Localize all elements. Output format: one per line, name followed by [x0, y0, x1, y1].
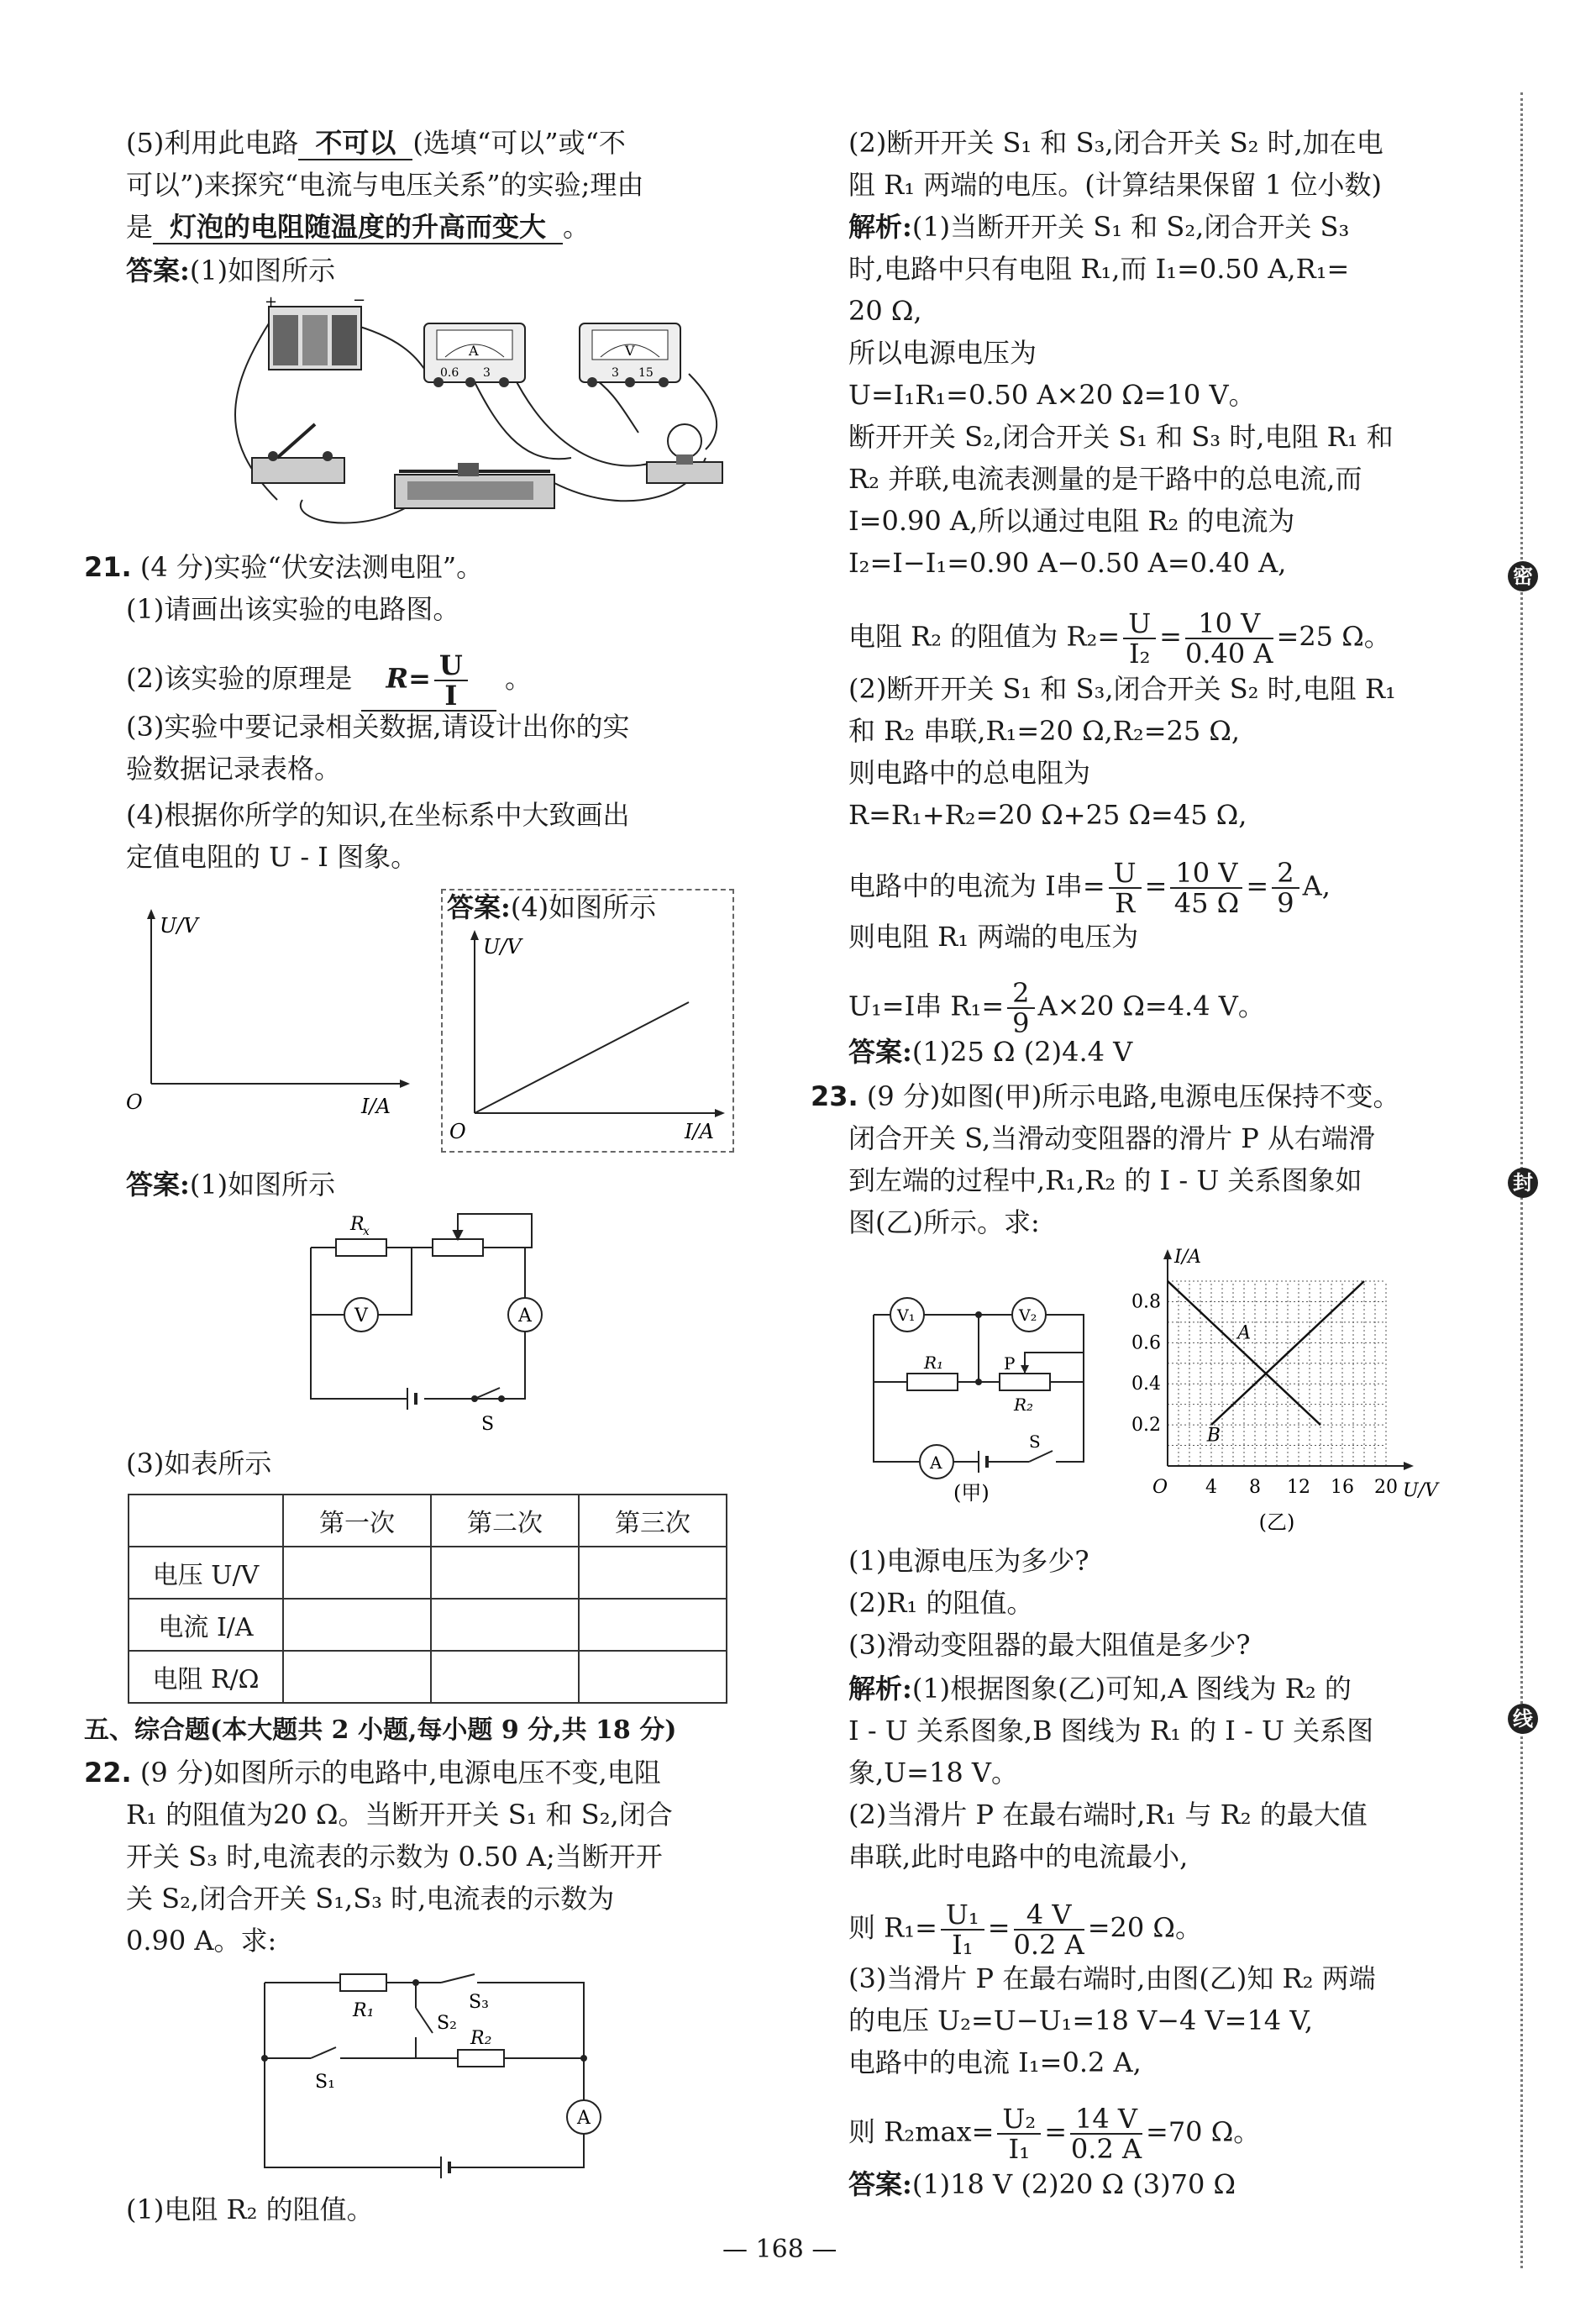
q23-part2: (2)R₁ 的阻值。 [848, 1587, 1034, 1619]
series-line-B [1211, 1281, 1364, 1425]
svg-text:15: 15 [638, 366, 654, 380]
svg-text:3: 3 [612, 366, 619, 380]
q23-line3: 到左端的过程中,R₁,R₂ 的 I - U 关系图象如 [848, 1164, 1362, 1196]
x-tick-label: 16 [1331, 1477, 1354, 1498]
seal-mi: 密 [1508, 561, 1538, 591]
svg-text:V₂: V₂ [1019, 1306, 1037, 1325]
q23-answer: 答案:(1)18 V (2)20 Ω (3)70 Ω [848, 2168, 1236, 2200]
q22-line3: 开关 S₃ 时,电流表的示数为 0.50 A;当断开开 [126, 1841, 663, 1873]
q21-answer3: (3)如表所示 [126, 1447, 272, 1479]
q22-solution-u1: U₁=I串 R₁= $\frac{2}{9}$ A×20 Ω=4.4 V。 [848, 977, 1265, 1039]
q22-line5: 0.90 A。求: [126, 1925, 277, 1957]
svg-text:S₂: S₂ [437, 2013, 457, 2034]
q22-solution-line8: I=0.90 A,所以通过电阻 R₂ 的电流为 [848, 505, 1295, 537]
q22-solution-line12: 和 R₂ 串联,R₁=20 Ω,R₂=25 Ω, [848, 715, 1241, 747]
q22-solution-line1: 解析:(1)当断开开关 S₁ 和 S₂,闭合开关 S₃ [848, 211, 1350, 243]
q21-part3-a: (3)实验中要记录相关数据,请设计出你的实 [126, 711, 630, 743]
q20-line1: (5)利用此电路 不可以 (选填“可以”或“不 [126, 127, 626, 159]
svg-text:S: S [481, 1414, 495, 1435]
battery-pack [265, 292, 365, 370]
y-tick-label: 0.8 [1131, 1291, 1161, 1313]
x-tick-label: 8 [1249, 1477, 1261, 1498]
ammeter-device [424, 323, 525, 387]
q22-solution-line6: 断开开关 S₂,闭合开关 S₁ 和 S₃ 时,电阻 R₁ 和 [848, 421, 1394, 453]
table-row: 电阻 R/Ω [129, 1651, 727, 1703]
q21-part4-b: 定值电阻的 U - I 图象。 [126, 841, 418, 873]
series-label-B: B [1206, 1425, 1221, 1447]
table-row: 电压 U/V [129, 1547, 727, 1599]
q22-solution-line16: 则电阻 R₁ 两端的电压为 [848, 921, 1139, 953]
origin-label: O [1152, 1477, 1168, 1498]
svg-text:R₁: R₁ [924, 1353, 944, 1373]
q22-part2-b: 阻 R₁ 两端的电压。(计算结果保留 1 位小数) [848, 169, 1382, 201]
table-header-row: 第一次 第二次 第三次 [129, 1495, 727, 1547]
blank-answer-2: 灯泡的电阻随温度的升高而变大 [153, 211, 563, 244]
circuit-q21 [307, 1210, 559, 1437]
circuit-q22 [260, 1970, 596, 2180]
seal-xian: 线 [1508, 1704, 1538, 1734]
q22-solution-line3: 20 Ω, [848, 295, 922, 327]
apparatus-illustration [218, 290, 739, 542]
ui-line [475, 1002, 689, 1113]
svg-text:P: P [1004, 1353, 1016, 1374]
svg-text:V₁: V₁ [897, 1306, 916, 1325]
y-axis-arrow [1163, 1249, 1172, 1259]
ui-graph-answer [445, 928, 731, 1147]
svg-text:x: x [363, 1225, 370, 1238]
rheostat [395, 463, 554, 508]
lamp [647, 424, 722, 483]
svg-text:A: A [518, 1305, 532, 1326]
q22-line1: 22. (9 分)如图所示的电路中,电源电压不变,电阻 [84, 1757, 661, 1789]
q22-line4: 关 S₂,闭合开关 S₁,S₃ 时,电流表的示数为 [126, 1883, 615, 1915]
svg-text:A: A [930, 1453, 942, 1473]
page-number: — 168 — [722, 2235, 837, 2264]
x-axis-arrow [1404, 1462, 1414, 1470]
x-axis-label: U/V [1403, 1480, 1438, 1501]
q23-solution-line9: 电路中的电流 I₁=0.2 A, [848, 2046, 1142, 2078]
q21-part2: (2)该实验的原理是 R= $\frac{U}{I}$ 。 [126, 649, 533, 712]
q20-answer: 答案:(1)如图所示 [126, 255, 336, 286]
series-label-A: A [1237, 1322, 1252, 1344]
svg-text:A: A [577, 2108, 591, 2129]
q21-part4-a: (4)根据你所学的知识,在坐标系中大致画出 [126, 799, 630, 831]
series-line-A [1168, 1281, 1320, 1425]
svg-text:−: − [353, 292, 366, 309]
q23-solution-line5: 串联,此时电路中的电流最小, [848, 1841, 1189, 1873]
q22-solution-current: 电路中的电流为 I串= $\frac{U}{R}$ = $\frac{10 V}{45 \Omega}$ = $\frac{2}{9}$ A, [848, 857, 1331, 919]
x-tick-label: 4 [1205, 1477, 1217, 1498]
q22-solution-line9: I₂=I−I₁=0.90 A−0.50 A=0.40 A, [848, 547, 1287, 579]
q23-line1: 23. (9 分)如图(甲)所示电路,电源电压保持不变。 [811, 1080, 1400, 1112]
section-5-heading: 五、综合题(本大题共 2 小题,每小题 9 分,共 18 分) [84, 1715, 677, 1745]
q22-solution-line4: 所以电源电压为 [848, 337, 1037, 369]
blank-answer-1: 不可以 [298, 127, 412, 160]
q23-part3: (3)滑动变阻器的最大阻值是多少? [848, 1629, 1251, 1661]
q22-part2-a: (2)断开开关 S₁ 和 S₃,闭合开关 S₂ 时,加在电 [848, 127, 1383, 159]
y-axis-label: I/A [1174, 1247, 1201, 1268]
q20-line3: 是 灯泡的电阻随温度的升高而变大 。 [126, 211, 591, 243]
q22-line2: R₁ 的阻值为20 Ω。当断开开关 S₁ 和 S₂,闭合 [126, 1799, 673, 1831]
seal-feng: 封 [1508, 1168, 1538, 1198]
q22-solution-line11: (2)断开开关 S₁ 和 S₃,闭合开关 S₂ 时,电阻 R₁ [848, 673, 1396, 705]
q22-solution-line2: 时,电路中只有电阻 R₁,而 I₁=0.50 A,R₁= [848, 253, 1350, 285]
q23-line2: 闭合开关 S,当滑动变阻器的滑片 P 从右端滑 [848, 1122, 1376, 1154]
svg-text:R: R [350, 1214, 365, 1235]
svg-text:I/A: I/A [361, 1095, 391, 1118]
q22-solution-r2: 电阻 R₂ 的阻值为 R₂= $\frac{U}{\text{I₂}}$ = $\frac{10 V}{0.40 A}$ =25 Ω。 [848, 607, 1391, 670]
table-row: 电流 I/A [129, 1599, 727, 1651]
q21-answer4: 答案:(4)如图所示 [447, 891, 657, 923]
iu-chart [1121, 1247, 1449, 1534]
svg-text:U/V: U/V [160, 914, 198, 938]
q23-solution-line3: 象,U=18 V。 [848, 1757, 1018, 1789]
svg-text:V: V [354, 1305, 368, 1326]
y-tick-label: 0.4 [1131, 1374, 1161, 1395]
q23-solution-r1: 则 R₁= $\frac{\text{U₁}}{\text{I₁}}$ = $\frac{4 V}{0.2 A}$ =20 Ω。 [848, 1899, 1202, 1961]
q23-solution-line4: (2)当滑片 P 在最右端时,R₁ 与 R₂ 的最大值 [848, 1799, 1368, 1831]
svg-text:R₂: R₂ [1014, 1395, 1034, 1415]
q21-part1: (1)请画出该实验的电路图。 [126, 593, 460, 625]
svg-text:+: + [265, 293, 278, 311]
svg-text:S₁: S₁ [315, 2072, 335, 2093]
y-tick-label: 0.2 [1131, 1415, 1161, 1437]
q21-part3-b: 验数据记录表格。 [126, 753, 342, 785]
q22-solution-line13: 则电路中的总电阻为 [848, 757, 1091, 789]
q22-solution-line14: R=R₁+R₂=20 Ω+25 Ω=45 Ω, [848, 799, 1247, 831]
q23-solution-line2: I - U 关系图象,B 图线为 R₁ 的 I - U 关系图 [848, 1715, 1374, 1747]
svg-text:I/A: I/A [685, 1120, 714, 1143]
svg-text:R₁: R₁ [353, 2000, 375, 2021]
q22-answer: 答案:(1)25 Ω (2)4.4 V [848, 1036, 1133, 1068]
svg-text:S: S [1029, 1432, 1041, 1452]
q21-head: 21. (4 分)实验“伏安法测电阻”。 [84, 551, 484, 583]
chart-grid [1168, 1281, 1386, 1466]
svg-text:3: 3 [483, 366, 491, 380]
svg-text:(甲): (甲) [953, 1481, 990, 1505]
svg-text:S₃: S₃ [469, 1992, 489, 2013]
q22-solution-line5: U=I₁R₁=0.50 A×20 Ω=10 V。 [848, 379, 1256, 411]
q22-part1: (1)电阻 R₂ 的阻值。 [126, 2193, 374, 2225]
circuit-q23-jia [861, 1298, 1105, 1505]
data-record-table [128, 1494, 727, 1704]
q23-solution-r2max: 则 R₂max= $\frac{\text{U₂}}{\text{I₁}}$ = $\frac{14 V}{0.2 A}$ =70 Ω。 [848, 2103, 1261, 2165]
y-tick-label: 0.6 [1131, 1332, 1161, 1354]
x-tick-label: 20 [1374, 1477, 1398, 1498]
svg-text:A: A [469, 343, 479, 359]
svg-text:O: O [449, 1120, 466, 1143]
voltmeter-device [580, 323, 680, 387]
chart-caption: (乙) [1258, 1510, 1295, 1534]
q21-answer1: 答案:(1)如图所示 [126, 1169, 336, 1200]
knife-switch [252, 424, 344, 483]
svg-text:0.6: 0.6 [440, 366, 459, 380]
principle-blank: R= $\frac{U}{I}$ [361, 651, 496, 712]
q23-line4: 图(乙)所示。求: [848, 1206, 1040, 1238]
q23-part1: (1)电源电压为多少? [848, 1545, 1089, 1577]
q23-solution-line8: 的电压 U₂=U−U₁=18 V−4 V=14 V, [848, 2004, 1314, 2036]
svg-text:U/V: U/V [483, 935, 522, 959]
blank-ui-axes [126, 907, 428, 1126]
svg-text:V: V [625, 343, 635, 359]
q20-line2: 可以”)来探究“电流与电压关系”的实验;理由 [126, 169, 644, 201]
x-tick-label: 12 [1287, 1477, 1310, 1498]
q23-solution-line7: (3)当滑片 P 在最右端时,由图(乙)知 R₂ 两端 [848, 1962, 1376, 1994]
svg-text:O: O [126, 1090, 143, 1114]
svg-text:R₂: R₂ [470, 2028, 492, 2049]
q22-solution-line7: R₂ 并联,电流表测量的是干路中的总电流,而 [848, 463, 1362, 495]
q23-solution-line1: 解析:(1)根据图象(乙)可知,A 图线为 R₂ 的 [848, 1673, 1352, 1705]
